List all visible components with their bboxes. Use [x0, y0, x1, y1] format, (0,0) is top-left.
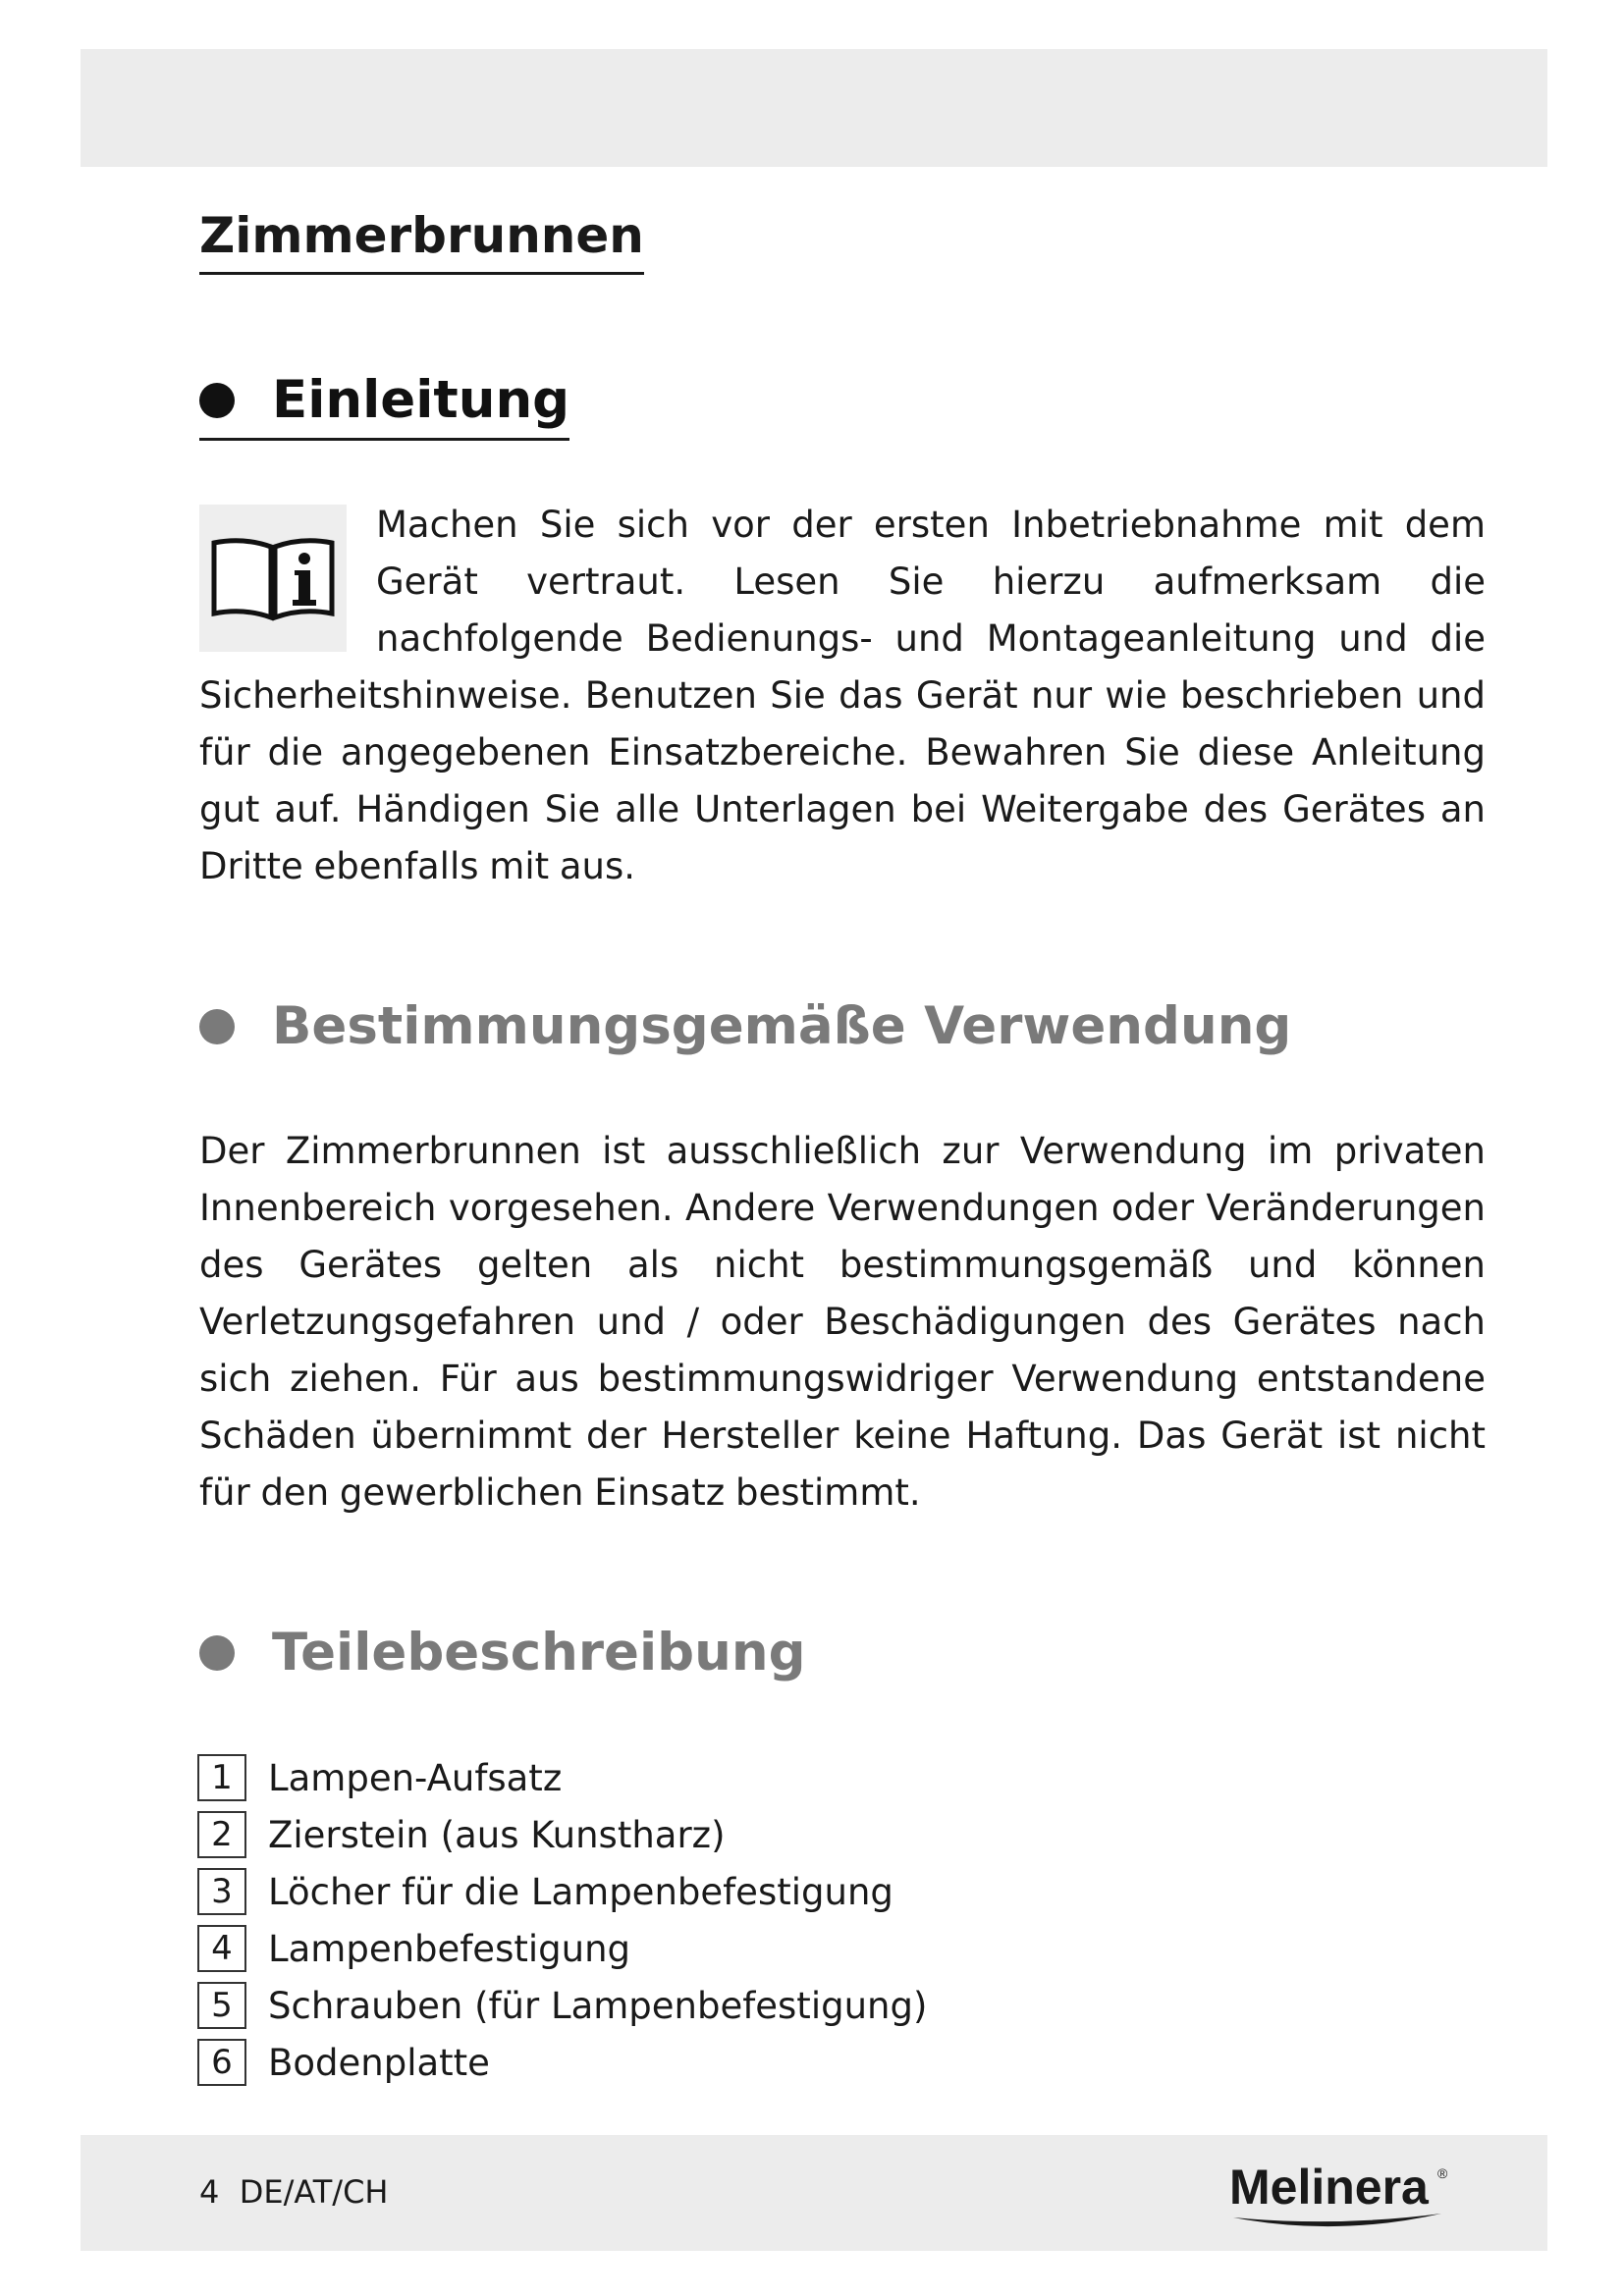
brand-swoosh-icon	[1233, 2214, 1441, 2226]
bullet-icon	[199, 1635, 235, 1671]
usage-paragraph: Der Zimmerbrunnen ist ausschließlich zur Verwendung im privaten Innenbereich vorgesehen. Andere Verwendungen oder Veränderungen des Gerätes gelten als nicht bestimmungsgemäß und können Verletzungsgefahren und / oder Beschädigungen des Gerätes nach sich ziehen. Für aus bestimmungswidriger Verwendung entstandene Schäden übernimmt der Hersteller keine Haftung. Das Gerät ist nicht für den gewerblichen Einsatz bestimmt.	[199, 1130, 1486, 1514]
brand-logo-text: Melinera	[1229, 2160, 1429, 2215]
intro-paragraph: Machen Sie sich vor der ersten Inbetriebnahme mit dem Gerät vertraut. Lesen Sie hierzu aufmerksam die nachfolgende Bedienungs- und Montageanleitung und die Sicherheitshinweise. Benutzen Sie das Gerät nur wie beschrieben und für die angegebenen Einsatzbereiche. Bewahren Sie diese Anleitung gut auf. Händigen Sie alle Unterlagen bei Weitergabe des Gerätes an Dritte ebenfalls mit aus.	[199, 504, 1486, 887]
list-item	[197, 1749, 927, 1806]
section-heading-parts-text: Teilebeschreibung	[272, 1623, 806, 1682]
part-number-box: 4	[197, 1925, 246, 1972]
svg-text:®: ®	[1437, 2165, 1448, 2181]
list-item	[197, 1863, 927, 1920]
part-number-box: 2	[197, 1811, 246, 1858]
parts-list	[197, 1749, 927, 2091]
part-label: Lampen-Aufsatz	[268, 1756, 563, 1799]
part-label: Schrauben (für Lampenbefestigung)	[268, 1984, 928, 2027]
bullet-icon	[199, 383, 235, 418]
footer-page-info	[199, 2167, 388, 2216]
part-label: Bodenplatte	[268, 2041, 490, 2084]
list-item	[197, 1806, 927, 1863]
document-title: Zimmerbrunnen	[199, 201, 644, 275]
part-number-box: 1	[197, 1754, 246, 1801]
section-heading-parts	[199, 1618, 806, 1688]
page-number: 4	[199, 2173, 220, 2211]
part-number-box: 6	[197, 2039, 246, 2086]
list-item	[197, 2034, 927, 2091]
list-item	[197, 1977, 927, 2034]
brand-logo	[1229, 2153, 1455, 2241]
section-heading-intro	[199, 365, 569, 441]
bullet-icon	[199, 1009, 235, 1044]
part-number-box: 5	[197, 1982, 246, 2029]
list-item	[197, 1920, 927, 1977]
part-label: Zierstein (aus Kunstharz)	[268, 1813, 726, 1856]
part-label: Lampenbefestigung	[268, 1927, 631, 1970]
info-book-icon	[199, 505, 347, 652]
part-number-box: 3	[197, 1868, 246, 1915]
section-heading-usage-text: Bestimmungsgemäße Verwendung	[272, 996, 1292, 1056]
section-heading-usage	[199, 991, 1291, 1062]
header-band	[81, 49, 1547, 167]
section-heading-intro-text: Einleitung	[272, 370, 570, 430]
locale-code: DE/AT/CH	[239, 2173, 389, 2211]
intro-block	[199, 497, 1486, 895]
part-label: Löcher für die Lampenbefestigung	[268, 1870, 893, 1913]
